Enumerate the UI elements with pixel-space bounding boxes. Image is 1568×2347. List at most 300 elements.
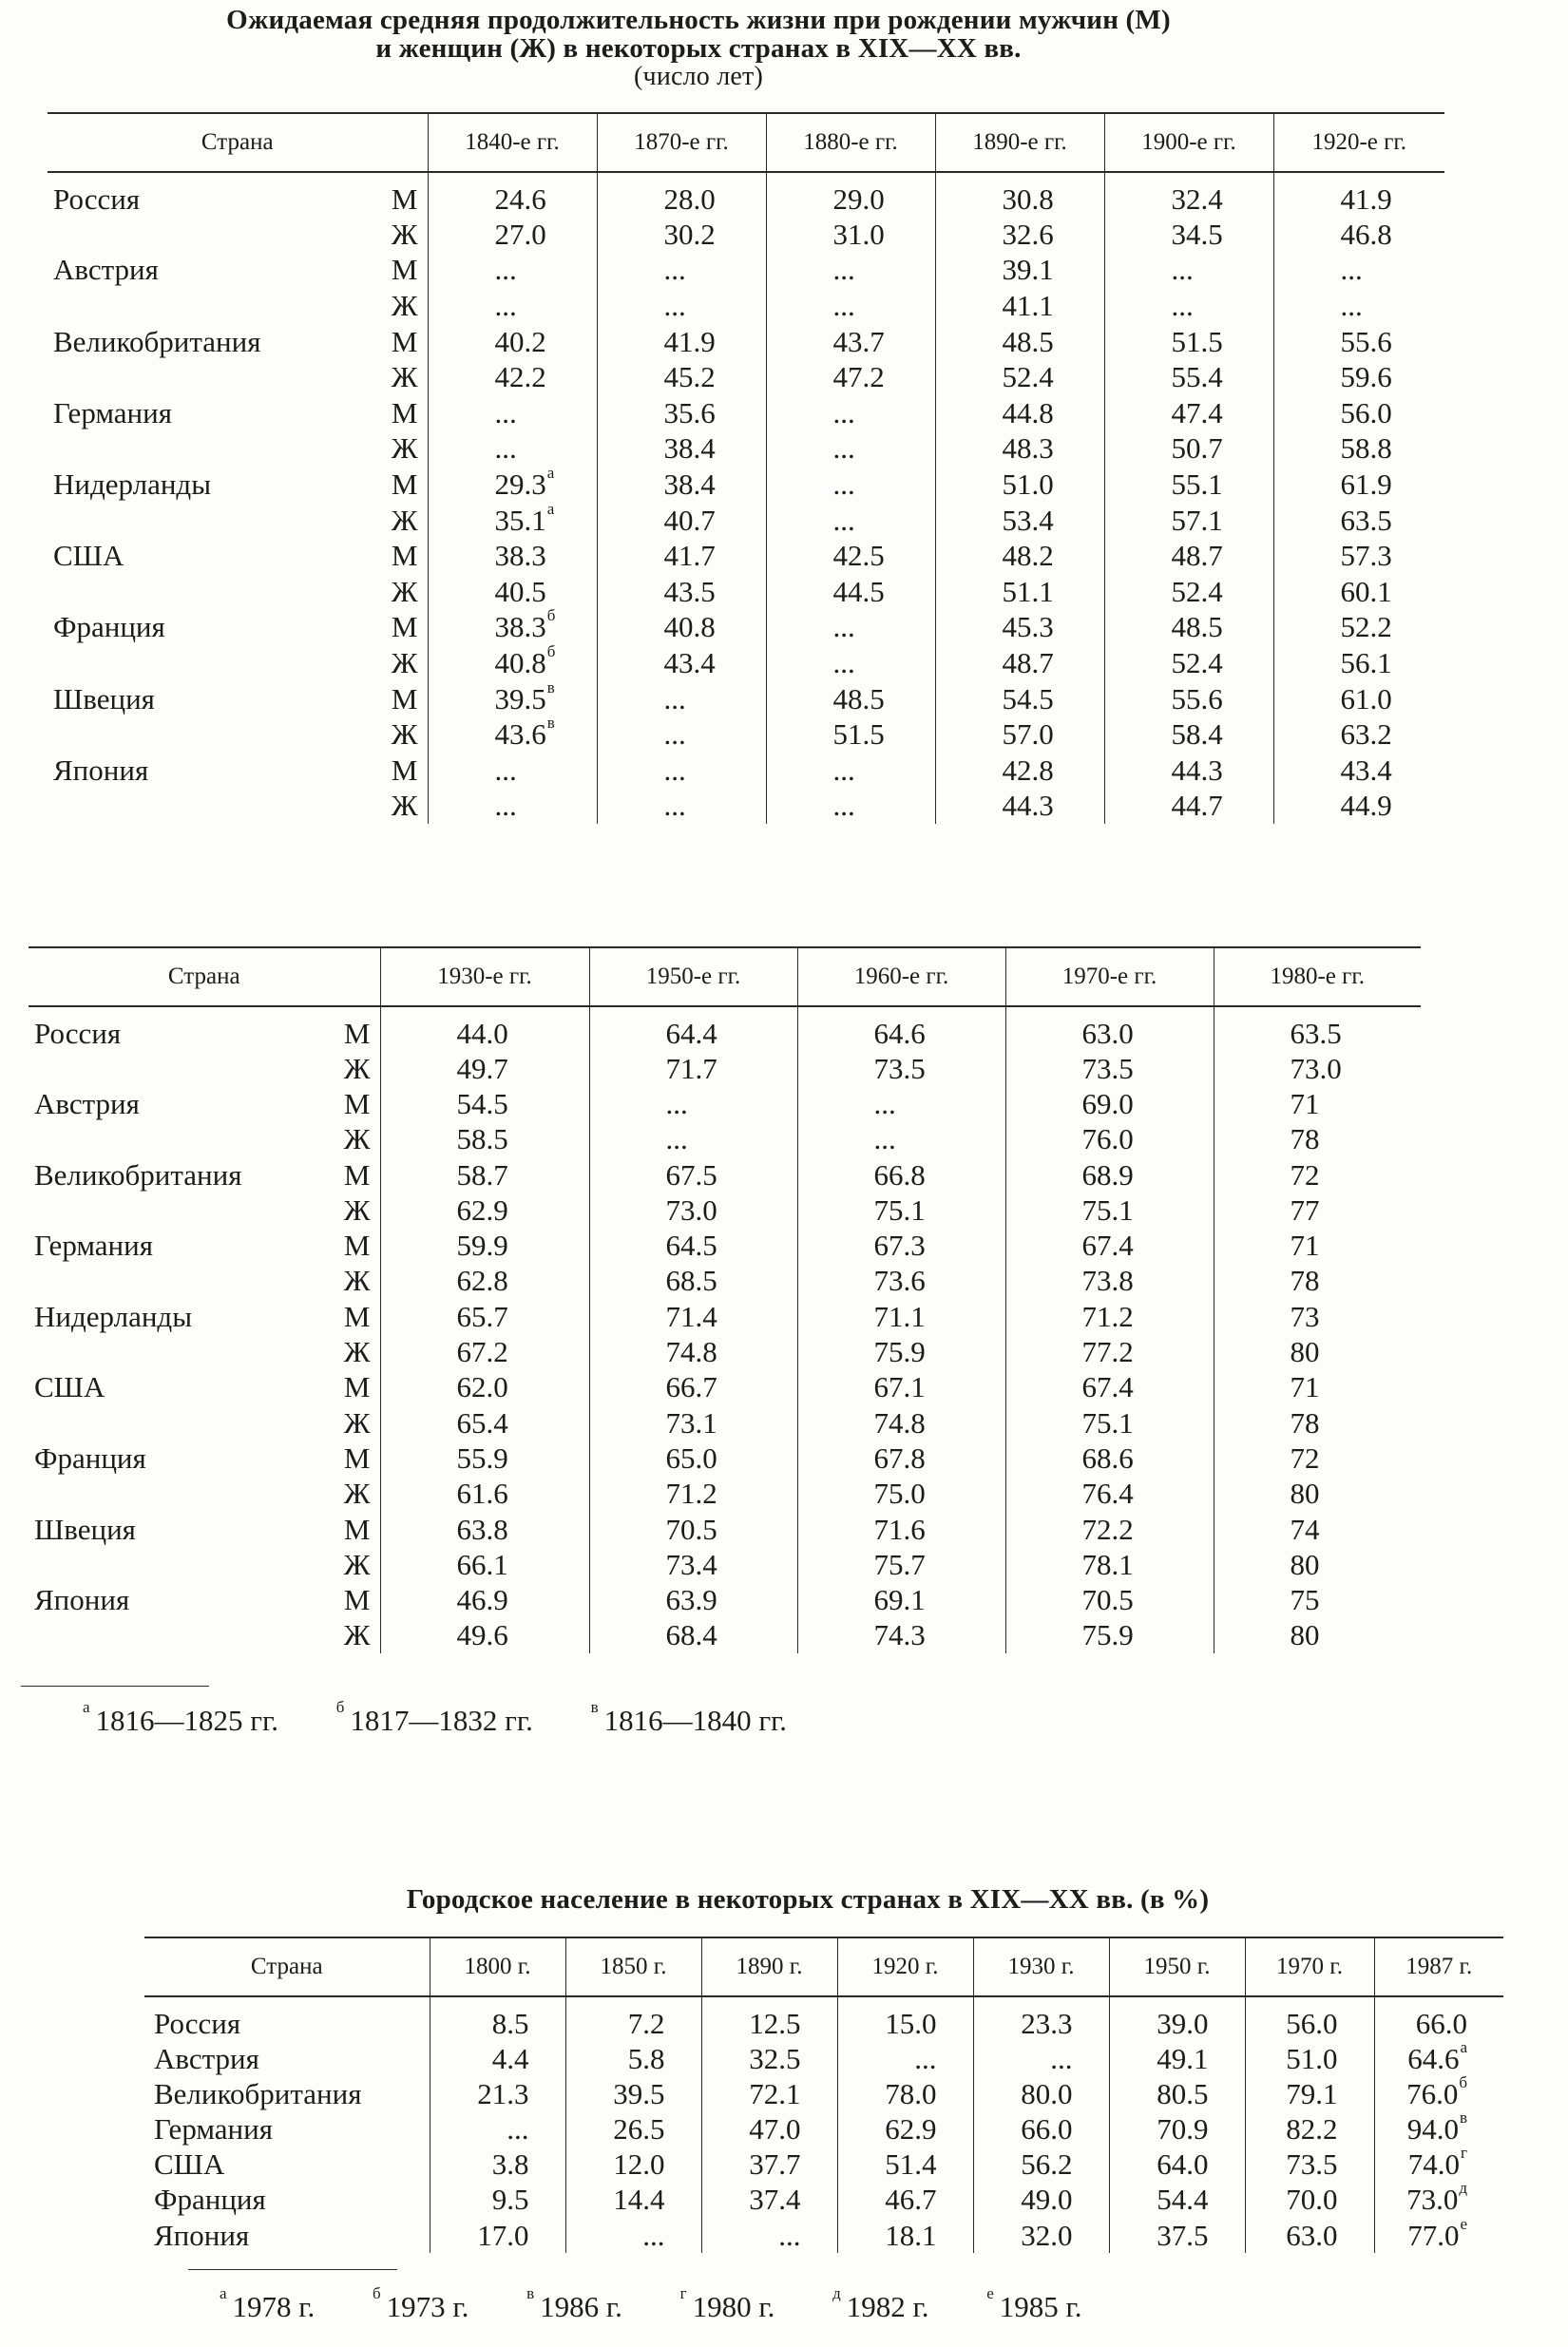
value-text: ...	[665, 1086, 688, 1120]
value-text: 68.9	[1081, 1157, 1134, 1192]
value-cell	[1104, 217, 1273, 253]
value-text: ...	[873, 1122, 896, 1156]
value-text: 80	[1290, 1335, 1320, 1369]
value-text: 40.8	[494, 645, 546, 679]
table-row	[48, 789, 1444, 825]
country-cell	[29, 1405, 314, 1441]
sex-cell: Ж	[343, 1264, 371, 1298]
value-text: 61.9	[1340, 467, 1392, 501]
value-text: 76.4	[1081, 1477, 1134, 1511]
footnote-mark: в	[526, 2284, 535, 2302]
table-row	[29, 1370, 1421, 1405]
value-text: 48.7	[1002, 645, 1054, 679]
value-cell	[1214, 1547, 1421, 1582]
footnote-mark: е	[1460, 2214, 1467, 2233]
value-text: ...	[1340, 288, 1363, 322]
value-text: 65.0	[665, 1441, 717, 1475]
value-cell	[1005, 1477, 1214, 1512]
table1-container	[48, 112, 1444, 824]
value-cell	[797, 1441, 1005, 1476]
value-text: 73.0	[1290, 1051, 1342, 1085]
sex-cell: М	[343, 1157, 371, 1192]
value-cell	[1109, 2041, 1245, 2076]
value-cell	[797, 1299, 1005, 1334]
value-cell	[380, 1334, 589, 1369]
value-cell	[589, 1441, 797, 1476]
value-cell	[428, 172, 597, 217]
value-cell	[935, 789, 1104, 825]
country-cell: Япония	[53, 753, 149, 787]
value-text: 42.5	[832, 539, 885, 573]
value-text: 51.1	[1002, 574, 1054, 608]
table-row	[29, 1264, 1421, 1299]
value-cell	[589, 1006, 797, 1051]
country-cell: Франция	[53, 610, 165, 644]
value-cell	[1005, 1086, 1214, 1121]
value-cell	[597, 253, 766, 289]
table-row	[48, 467, 1444, 503]
value-cell	[380, 1441, 589, 1476]
value-cell	[589, 1370, 797, 1405]
value-text: 12.5	[749, 2007, 801, 2040]
value-text: 67.4	[1081, 1229, 1134, 1263]
value-cell	[589, 1051, 797, 1086]
value-text: 66.7	[665, 1370, 717, 1404]
value-cell	[1005, 1334, 1214, 1369]
value-cell	[935, 217, 1104, 253]
value-cell	[1273, 538, 1444, 574]
value-cell	[1005, 1547, 1214, 1582]
value-text: 73.5	[873, 1051, 926, 1085]
footnote-mark: в	[1459, 2108, 1467, 2127]
value-text: ...	[832, 789, 855, 823]
country-cell: Швеция	[53, 681, 155, 716]
value-cell	[565, 2147, 701, 2183]
footnote	[219, 2284, 339, 2323]
sex-cell: Ж	[391, 789, 418, 823]
value-cell	[1005, 1405, 1214, 1441]
value-text: 61.0	[1340, 681, 1392, 716]
value-cell	[430, 2041, 565, 2076]
value-cell	[1273, 324, 1444, 360]
country-cell: США	[34, 1370, 105, 1404]
table-row	[48, 574, 1444, 610]
country-cell: Австрия	[34, 1086, 140, 1120]
value-text: 66.1	[456, 1547, 508, 1581]
value-text: 67.2	[456, 1335, 508, 1369]
value-cell	[797, 1228, 1005, 1263]
value-text: 39.5	[494, 681, 546, 716]
value-text: 54.5	[456, 1086, 508, 1120]
value-cell	[766, 538, 935, 574]
value-text: 75	[1290, 1583, 1320, 1617]
sex-cell: Ж	[391, 717, 418, 752]
table1-title-line3: (число лет)	[634, 62, 763, 91]
value-cell	[1214, 1405, 1421, 1441]
value-cell	[1005, 1370, 1214, 1405]
value-text: 62.9	[456, 1193, 508, 1227]
value-cell	[380, 1547, 589, 1582]
table3-title: Городское население в некоторых странах в XIX—XX вв. (в %)	[406, 1884, 1210, 1915]
value-cell	[973, 2147, 1109, 2183]
sex-cell: Ж	[343, 1618, 371, 1652]
table-row	[48, 503, 1444, 539]
value-cell	[973, 2111, 1109, 2147]
table1-header-col: 1900-е гг.	[1104, 113, 1273, 172]
country-cell	[48, 217, 342, 253]
value-text: 67.1	[873, 1370, 926, 1404]
value-text: 40.2	[494, 324, 546, 358]
country-cell	[29, 1547, 314, 1582]
value-text: 65.7	[456, 1299, 508, 1333]
table3-header-col: 1920 г.	[837, 1937, 973, 1996]
value-cell	[935, 395, 1104, 431]
value-text: 27.0	[494, 217, 546, 251]
value-cell	[1005, 1122, 1214, 1157]
value-text: 71.6	[873, 1512, 926, 1546]
value-cell	[1273, 431, 1444, 467]
table3-header-col: 1950 г.	[1109, 1937, 1245, 1996]
footnote	[372, 2284, 493, 2323]
table-row	[48, 681, 1444, 717]
value-text: 73.4	[665, 1547, 717, 1581]
value-cell	[935, 253, 1104, 289]
sex-cell: Ж	[391, 503, 418, 537]
value-text: 75.7	[873, 1547, 926, 1581]
sex-cell: М	[391, 753, 418, 787]
value-text: 64.6	[873, 1017, 926, 1050]
value-cell	[380, 1157, 589, 1193]
sex-cell: Ж	[343, 1405, 371, 1440]
value-text: 80.0	[1021, 2076, 1073, 2110]
value-text: ...	[494, 789, 517, 823]
value-text: ...	[832, 395, 855, 429]
value-cell	[797, 1157, 1005, 1193]
value-cell	[1214, 1618, 1421, 1653]
value-text: 45.2	[663, 360, 716, 394]
value-text: 63.9	[665, 1583, 717, 1617]
value-cell	[1104, 681, 1273, 717]
value-cell	[1005, 1157, 1214, 1193]
value-text: 51.5	[1171, 324, 1223, 358]
value-text: 29.0	[832, 182, 885, 216]
value-text: ...	[663, 253, 686, 287]
value-cell	[935, 574, 1104, 610]
table-row	[29, 1512, 1421, 1547]
value-cell	[973, 2076, 1109, 2111]
table-row	[144, 2041, 1503, 2076]
value-cell	[797, 1264, 1005, 1299]
value-cell	[430, 2218, 565, 2253]
value-text: 51.4	[885, 2147, 937, 2182]
value-text: ...	[507, 2111, 529, 2146]
value-cell	[701, 2218, 837, 2253]
value-cell	[1005, 1051, 1214, 1086]
footnote-mark: г	[1461, 2144, 1467, 2163]
country-cell	[48, 574, 342, 610]
table1-title-line1: Ожидаемая средняя продолжительность жизни при рождении мужчин (М)	[226, 5, 1171, 35]
footnote-mark: б	[373, 2284, 381, 2302]
value-text: 48.3	[1002, 431, 1054, 466]
value-text: 77.0	[1407, 2218, 1460, 2252]
footnote	[679, 2284, 800, 2323]
value-text: ...	[832, 610, 855, 644]
value-cell	[1214, 1193, 1421, 1228]
value-text: 49.7	[456, 1051, 508, 1085]
value-text: 64.0	[1157, 2147, 1209, 2182]
value-text: 64.6	[1407, 2041, 1460, 2075]
country-cell: Германия	[34, 1229, 153, 1263]
footnote-mark: в	[546, 714, 555, 733]
value-cell	[1104, 431, 1273, 467]
value-text: ...	[494, 395, 517, 429]
value-cell	[1104, 753, 1273, 789]
value-cell	[797, 1618, 1005, 1653]
footnote-mark: д	[832, 2284, 841, 2302]
table1-header-col: 1880-е гг.	[766, 113, 935, 172]
value-cell	[428, 324, 597, 360]
footnotes-1	[82, 1698, 836, 1738]
value-text: 64.5	[665, 1229, 717, 1263]
value-text: 29.3	[494, 467, 546, 501]
country-cell	[48, 431, 342, 467]
value-text: ...	[832, 288, 855, 322]
footnote-mark: г	[679, 2284, 687, 2302]
footnote-mark: в	[546, 677, 555, 696]
value-cell	[797, 1122, 1005, 1157]
footnote-mark: б	[546, 641, 556, 660]
value-cell	[1374, 2214, 1503, 2253]
value-cell	[935, 359, 1104, 395]
value-text: 58.8	[1340, 431, 1392, 466]
value-cell	[701, 1996, 837, 2041]
value-text: 57.3	[1340, 539, 1392, 573]
value-text: 4.4	[491, 2041, 529, 2075]
value-cell	[597, 645, 766, 681]
value-cell	[797, 1051, 1005, 1086]
value-text: ...	[494, 253, 517, 287]
value-text: 41.1	[1002, 288, 1054, 322]
sex-cell: М	[343, 1441, 371, 1475]
value-cell	[935, 716, 1104, 753]
value-text: 38.3	[494, 610, 546, 644]
value-cell	[766, 716, 935, 753]
value-cell	[1273, 789, 1444, 825]
table3-header-col: 1800 г.	[430, 1937, 565, 1996]
table1-header-col: 1890-е гг.	[935, 113, 1104, 172]
value-cell	[1273, 610, 1444, 646]
value-cell	[430, 2147, 565, 2183]
value-cell	[1104, 789, 1273, 825]
value-text: 74.0	[1407, 2147, 1461, 2182]
value-text: 45.3	[1002, 610, 1054, 644]
value-cell	[597, 288, 766, 324]
value-text: 31.0	[832, 217, 885, 251]
value-cell	[935, 645, 1104, 681]
table2-header-col: 1930-е гг.	[380, 947, 589, 1006]
value-text: 7.2	[627, 2007, 665, 2040]
sex-cell: Ж	[391, 431, 418, 466]
table-row	[144, 2183, 1503, 2218]
value-cell	[1109, 2111, 1245, 2147]
footnote-mark: в	[590, 1698, 599, 1716]
value-text: 55.4	[1171, 360, 1223, 394]
value-text: 77	[1290, 1193, 1320, 1227]
value-text: 23.3	[1021, 2007, 1073, 2040]
value-cell	[597, 681, 766, 717]
sex-cell: Ж	[391, 574, 418, 608]
sex-cell: Ж	[391, 288, 418, 322]
footnotes-3	[219, 2284, 1131, 2324]
country-cell	[29, 1193, 314, 1228]
value-text: 40.8	[663, 610, 716, 644]
value-text: 80	[1290, 1618, 1320, 1652]
value-cell	[1273, 467, 1444, 503]
value-cell	[1005, 1299, 1214, 1334]
value-text: 37.5	[1157, 2218, 1209, 2252]
value-cell	[1214, 1299, 1421, 1334]
value-cell	[428, 641, 597, 681]
value-cell	[766, 610, 935, 646]
value-cell	[837, 2041, 973, 2076]
value-cell	[1214, 1228, 1421, 1263]
table2-header-country: Страна	[167, 964, 240, 989]
value-text: 53.4	[1002, 503, 1054, 537]
value-cell	[766, 467, 935, 503]
value-text: ...	[914, 2041, 937, 2075]
footnote-text: 1817—1832 гг.	[350, 1704, 533, 1737]
country-cell	[29, 1264, 314, 1299]
value-cell	[1005, 1441, 1214, 1476]
value-cell	[797, 1006, 1005, 1051]
table-row	[29, 1122, 1421, 1157]
value-cell	[766, 503, 935, 539]
value-text: 66.8	[873, 1157, 926, 1192]
value-cell	[1273, 681, 1444, 717]
value-text: 79.1	[1286, 2076, 1338, 2110]
value-text: 43.4	[1340, 753, 1392, 787]
value-cell	[837, 1996, 973, 2041]
country-cell	[48, 716, 342, 753]
value-cell	[1273, 395, 1444, 431]
table-row	[144, 2218, 1503, 2253]
value-text: 76.0	[1406, 2076, 1459, 2110]
country-cell	[29, 1122, 314, 1157]
value-text: 48.2	[1002, 539, 1054, 573]
table2-header-col: 1960-е гг.	[797, 947, 1005, 1006]
value-cell	[565, 2041, 701, 2076]
value-text: 43.7	[832, 324, 885, 358]
value-text: 52.4	[1171, 645, 1223, 679]
value-cell	[1005, 1618, 1214, 1653]
value-text: ...	[1340, 253, 1363, 287]
value-text: 62.0	[456, 1370, 508, 1404]
value-cell	[701, 2041, 837, 2076]
table-row	[29, 1334, 1421, 1369]
value-cell	[565, 2076, 701, 2111]
value-text: 44.5	[832, 574, 885, 608]
value-cell	[428, 753, 597, 789]
value-text: 75.1	[1081, 1193, 1134, 1227]
value-cell	[380, 1618, 589, 1653]
value-text: 40.7	[663, 503, 716, 537]
value-text: 56.0	[1340, 395, 1392, 429]
value-text: 75.9	[1081, 1618, 1134, 1652]
value-cell	[428, 538, 597, 574]
value-cell	[837, 2147, 973, 2183]
value-text: 58.7	[456, 1157, 508, 1192]
value-text: 75.0	[873, 1477, 926, 1511]
value-cell	[797, 1582, 1005, 1617]
table3-header-country: Страна	[250, 1954, 323, 1979]
value-cell	[565, 2183, 701, 2218]
value-text: 8.5	[491, 2007, 529, 2040]
value-cell	[565, 1996, 701, 2041]
value-text: ...	[832, 431, 855, 466]
value-text: 52.4	[1171, 574, 1223, 608]
table-row	[29, 1618, 1421, 1653]
value-text: ...	[663, 717, 686, 752]
value-cell	[428, 716, 597, 753]
table-row	[29, 1006, 1421, 1051]
footnote-text: 1985 г.	[999, 2290, 1082, 2323]
footnote-text: 1816—1840 гг.	[603, 1704, 788, 1737]
country-cell: Германия	[53, 395, 172, 429]
value-cell	[1104, 503, 1273, 539]
value-text: 30.8	[1002, 182, 1054, 216]
value-text: 72	[1290, 1441, 1320, 1475]
footnote-mark: а	[546, 463, 555, 482]
value-cell	[797, 1334, 1005, 1369]
value-text: ...	[494, 431, 517, 466]
sex-cell: Ж	[391, 645, 418, 679]
sex-cell: Ж	[391, 217, 418, 251]
value-cell	[1273, 172, 1444, 217]
value-text: 32.4	[1171, 182, 1223, 216]
table-row	[48, 431, 1444, 467]
value-text: 9.5	[491, 2183, 529, 2217]
value-cell	[430, 2111, 565, 2147]
value-text: 46.8	[1340, 217, 1392, 251]
value-text: 28.0	[663, 182, 716, 216]
value-cell	[597, 431, 766, 467]
value-text: 56.2	[1021, 2147, 1073, 2182]
value-text: ...	[494, 288, 517, 322]
value-text: 68.4	[665, 1618, 717, 1652]
value-text: 21.3	[477, 2076, 529, 2110]
table-row	[48, 253, 1444, 289]
value-text: 51.5	[832, 717, 885, 752]
value-cell	[430, 2183, 565, 2218]
value-cell	[766, 431, 935, 467]
value-text: 18.1	[885, 2218, 937, 2252]
value-text: 59.9	[456, 1229, 508, 1263]
table-row	[48, 716, 1444, 753]
value-cell	[1245, 2183, 1374, 2218]
country-cell: Франция	[34, 1441, 146, 1475]
footnote-text: 1973 г.	[386, 2290, 469, 2323]
sex-cell: М	[391, 182, 418, 216]
table-row	[48, 172, 1444, 217]
country-cell: США	[154, 2147, 225, 2182]
value-text: 32.5	[749, 2041, 801, 2075]
value-cell	[1273, 288, 1444, 324]
value-text: ...	[832, 503, 855, 537]
sex-cell: М	[391, 681, 418, 716]
value-cell	[1273, 359, 1444, 395]
country-cell: Германия	[154, 2111, 273, 2146]
value-cell	[797, 1512, 1005, 1547]
